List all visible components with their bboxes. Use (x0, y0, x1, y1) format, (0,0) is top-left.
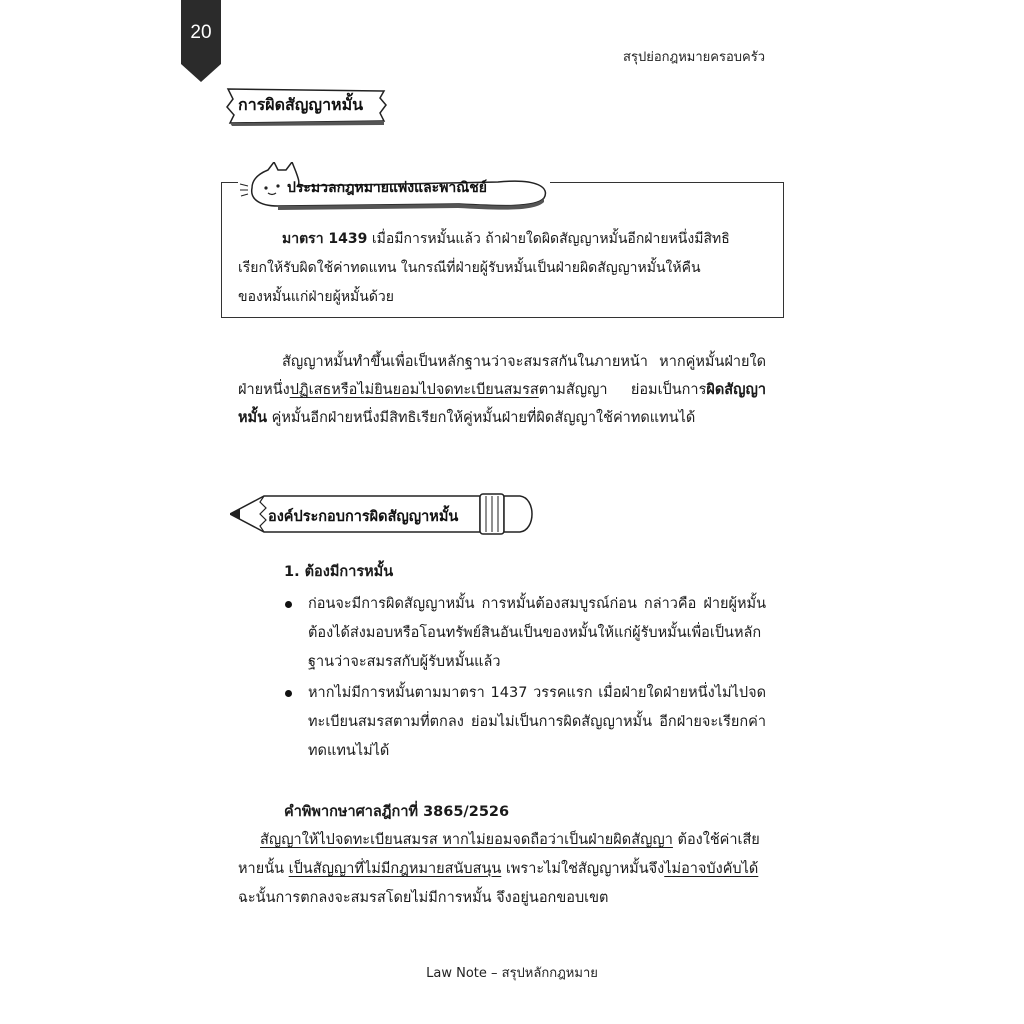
law-box-label: ประมวลกฎหมายแพ่งและพาณิชย์ (287, 180, 487, 196)
bullet-dot-icon (285, 601, 292, 608)
page-number: 20 (190, 22, 212, 43)
elements-heading: องค์ประกอบการผิดสัญญาหมั้น (268, 509, 459, 525)
case-underline-2: เป็นสัญญาที่ไม่มีกฎหมายสนับสนุน (288, 861, 502, 877)
page-footer: Law Note – สรุปหลักกฎหมาย (426, 966, 598, 981)
article-text-line-1: เมื่อมีการหมั้นแล้ว ถ้าฝ่ายใดผิดสัญญาหมั้นอีกฝ่ายหนึ่งมีสิทธิ (367, 231, 730, 247)
item-1-heading: 1. ต้องมีการหมั้น (284, 564, 394, 580)
bullet-text: หากไม่มีการหมั้นตามมาตรา 1437 วรรคแรก เมื่อฝ่ายใดฝ่ายหนึ่งไม่ไปจดทะเบียนสมรสตามที่ตกลง ย่อมไม่เป็นการผิดสัญญาหมั้น อีกฝ่ายจะเรียกค่าทดแทนไม่ได้ (308, 685, 766, 759)
article-text-line-2: เรียกให้รับผิดใช้ค่าทดแทน ในกรณีที่ฝ่ายผู้รับหมั้นเป็นฝ่ายผิดสัญญาหมั้นให้คืน (238, 260, 701, 276)
article-number: มาตรา 1439 (282, 231, 368, 247)
section-title: การผิดสัญญาหมั้น (238, 95, 364, 114)
bullet-list (282, 590, 766, 768)
list-item (282, 679, 766, 766)
case-underline-3: ไม่อาจบังคับได้ (664, 861, 759, 877)
case-body (238, 826, 766, 913)
explanation-paragraph (238, 348, 766, 432)
case-text-1: ต้องใช้ค่าเสียหายนั้น (238, 832, 760, 877)
bullet-text: ก่อนจะมีการผิดสัญญาหมั้น การหมั้นต้องสมบูรณ์ก่อน กล่าวคือ ฝ่ายผู้หมั้นต้องได้ส่งมอบหรือโอนทรัพย์สินอันเป็นของหมั้นให้แก่ผู้รับหมั้นเพื่อเป็นหลักฐานว่าจะสมรสกับผู้รับหมั้นแล้ว (308, 596, 766, 670)
explanation-part-3: คู่หมั้นอีกฝ่ายหนึ่งมีสิทธิเรียกให้คู่หมั้นฝ่ายที่ผิดสัญญาใช้ค่าทดแทนได้ (267, 410, 696, 426)
explanation-part-2: ตามสัญญา ย่อมเป็นการ (538, 382, 707, 398)
explanation-part-1: สัญญาหมั้นทำขึ้นเพื่อเป็นหลักฐานว่าจะสมรสกันในภายหน้า หากคู่หมั้นฝ่ายใดฝ่ายหนึ่ง (238, 354, 766, 398)
case-text-3: ฉะนั้นการตกลงจะสมรสโดยไม่มีการหมั้น จึงอยู่นอกขอบเขต (238, 890, 609, 906)
explanation-bold: ผิดสัญญาหมั้น (238, 382, 766, 426)
law-article (238, 225, 778, 312)
case-text-2: เพราะไม่ใช่สัญญาหมั้นจึง (501, 861, 665, 877)
explanation-underlined: ปฏิเสธหรือไม่ยินยอมไปจดทะเบียนสมรส (289, 382, 539, 398)
list-item (282, 590, 766, 677)
case-title: คำพิพากษาศาลฎีกาที่ 3865/2526 (284, 804, 510, 820)
article-text-line-3: ของหมั้นแก่ฝ่ายผู้หมั้นด้วย (238, 289, 394, 305)
case-underline-1: สัญญาให้ไปจดทะเบียนสมรส หากไม่ยอมจดถือว่าเป็นฝ่ายผิดสัญญา (260, 832, 673, 848)
bullet-dot-icon (285, 690, 292, 697)
running-head: สรุปย่อกฎหมายครอบครัว (623, 50, 765, 65)
